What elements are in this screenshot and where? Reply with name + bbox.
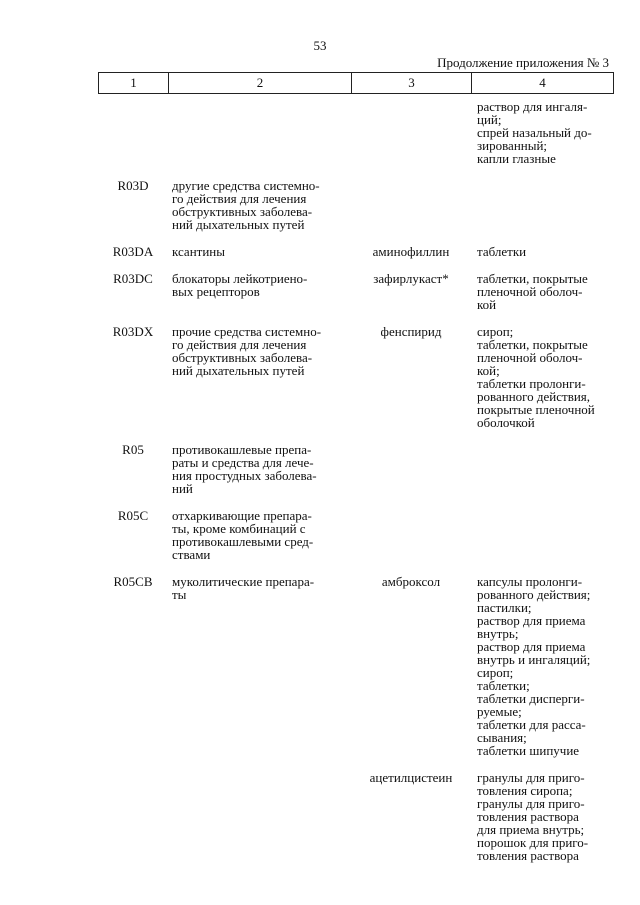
atc-code-cell: R03DC [113, 271, 153, 286]
dosage-form-line: гранулы для приго- [477, 796, 585, 811]
dosage-forms-cell [471, 771, 614, 862]
dosage-form-line: таблетки; [477, 678, 530, 693]
pharmacological-group-cell [168, 325, 351, 377]
dosage-form-line: спрей назальный до- [477, 125, 592, 140]
dosage-form-line: таблетки пролонги- [477, 376, 586, 391]
group-text-line: ты [172, 587, 187, 602]
table-header [98, 72, 614, 94]
dosage-forms-cell [471, 325, 614, 429]
atc-code-cell: R03DX [112, 324, 154, 339]
dosage-form-line: зированный; [477, 138, 548, 153]
group-text-line: блокаторы лейкотриено- [172, 271, 308, 286]
pharmacological-group-cell [168, 509, 351, 561]
atc-code-cell: R05 [122, 442, 144, 457]
group-text-line: ствами [172, 547, 211, 562]
dosage-forms-cell [471, 575, 614, 757]
appendix-continuation-label: Продолжение приложения № 3 [437, 55, 609, 70]
dosage-form-line: раствор для ингаля- [477, 99, 588, 114]
dosage-form-line: сироп; [477, 665, 514, 680]
atc-code-cell: R03D [117, 178, 149, 193]
column-header-2: 2 [169, 73, 352, 93]
atc-code-cell: R03DA [112, 244, 154, 259]
drug-name-cell: аминофиллин [372, 244, 450, 259]
table-row [98, 771, 614, 862]
dosage-form-line: таблетки шипучие [477, 743, 580, 758]
group-text-line: противокашлевыми сред- [172, 534, 314, 549]
group-text-line: противокашлевые препа- [172, 442, 312, 457]
dosage-form-line: раствор для приема [477, 613, 586, 628]
group-text-line: вых рецепторов [172, 284, 260, 299]
dosage-form-line: таблетки для расса- [477, 717, 586, 732]
dosage-form-line: порошок для приго- [477, 835, 589, 850]
dosage-form-line: капсулы пролонги- [477, 574, 583, 589]
dosage-form-line: таблетки [477, 244, 527, 259]
atc-code-cell: R05C [117, 508, 149, 523]
table-row [98, 325, 614, 429]
dosage-form-line: таблетки, покрытые [477, 271, 588, 286]
table-row [98, 272, 614, 311]
group-text-line: другие средства системно- [172, 178, 320, 193]
column-header-4: 4 [539, 75, 546, 90]
table-row [98, 575, 614, 757]
dosage-form-line: капли глазные [477, 151, 556, 166]
dosage-form-line: таблетки дисперги- [477, 691, 585, 706]
pharmacological-group-cell [168, 272, 351, 298]
group-text-line: ний [172, 481, 193, 496]
drug-name-cell: ацетилцистеин [369, 770, 453, 785]
dosage-forms-cell [471, 272, 614, 311]
page-number: 53 [313, 38, 327, 53]
table-row [98, 443, 614, 495]
dosage-form-line: оболочкой [477, 415, 535, 430]
pharmacological-group-cell [168, 443, 351, 495]
dosage-form-line: покрытые пленочной [477, 402, 595, 417]
dosage-form-line: ций; [477, 112, 502, 127]
dosage-forms-cell [471, 100, 614, 165]
atc-code-cell: R05CB [113, 574, 153, 589]
group-text-line: прочие средства системно- [172, 324, 322, 339]
pharmacological-group-cell [168, 575, 351, 601]
dosage-form-line: внутрь и ингаляций; [477, 652, 591, 667]
group-text-line: го действия для лечения [172, 191, 307, 206]
group-text-line: муколитические препара- [172, 574, 315, 589]
group-text-line: ты, кроме комбинаций с [172, 521, 306, 536]
dosage-form-line: пленочной оболоч- [477, 284, 583, 299]
dosage-form-line: пастилки; [477, 600, 532, 615]
column-header-1: 1 [99, 73, 169, 93]
dosage-form-line: руемые; [477, 704, 522, 719]
table-body [98, 100, 614, 862]
dosage-form-line: для приема внутрь; [477, 822, 585, 837]
table-row [98, 179, 614, 231]
group-text-line: ния простудных заболева- [172, 468, 317, 483]
table-row [98, 245, 614, 258]
table-row [98, 509, 614, 561]
dosage-form-line: пленочной оболоч- [477, 350, 583, 365]
dosage-form-line: товления раствора [477, 809, 579, 824]
dosage-form-line: кой; [477, 363, 500, 378]
group-text-line: раты и средства для лече- [172, 455, 314, 470]
drug-name-cell: амброксол [381, 574, 441, 589]
dosage-form-line: внутрь; [477, 626, 519, 641]
pharmacological-group-cell [168, 179, 351, 231]
dosage-form-line: товления сиропа; [477, 783, 573, 798]
dosage-form-line: рованного действия; [477, 587, 591, 602]
dosage-form-line: рованного действия, [477, 389, 591, 404]
table-row [98, 100, 614, 165]
dosage-form-line: гранулы для приго- [477, 770, 585, 785]
column-header-3: 3 [352, 73, 472, 93]
drug-name-cell: зафирлукаст* [373, 271, 449, 286]
pharmacological-group-cell [168, 245, 351, 258]
drug-name-cell: фенспирид [380, 324, 442, 339]
group-text-line: ксантины [172, 244, 225, 259]
group-text-line: обструктивных заболева- [172, 350, 313, 365]
dosage-form-line: сироп; [477, 324, 514, 339]
group-text-line: ний дыхательных путей [172, 363, 305, 378]
group-text-line: го действия для лечения [172, 337, 307, 352]
dosage-form-line: кой [477, 297, 497, 312]
dosage-form-line: сывания; [477, 730, 527, 745]
group-text-line: обструктивных заболева- [172, 204, 313, 219]
group-text-line: ний дыхательных путей [172, 217, 305, 232]
dosage-form-line: раствор для приема [477, 639, 586, 654]
dosage-form-line: таблетки, покрытые [477, 337, 588, 352]
dosage-forms-cell [471, 245, 614, 258]
group-text-line: отхаркивающие препара- [172, 508, 312, 523]
dosage-form-line: товления раствора [477, 848, 579, 863]
